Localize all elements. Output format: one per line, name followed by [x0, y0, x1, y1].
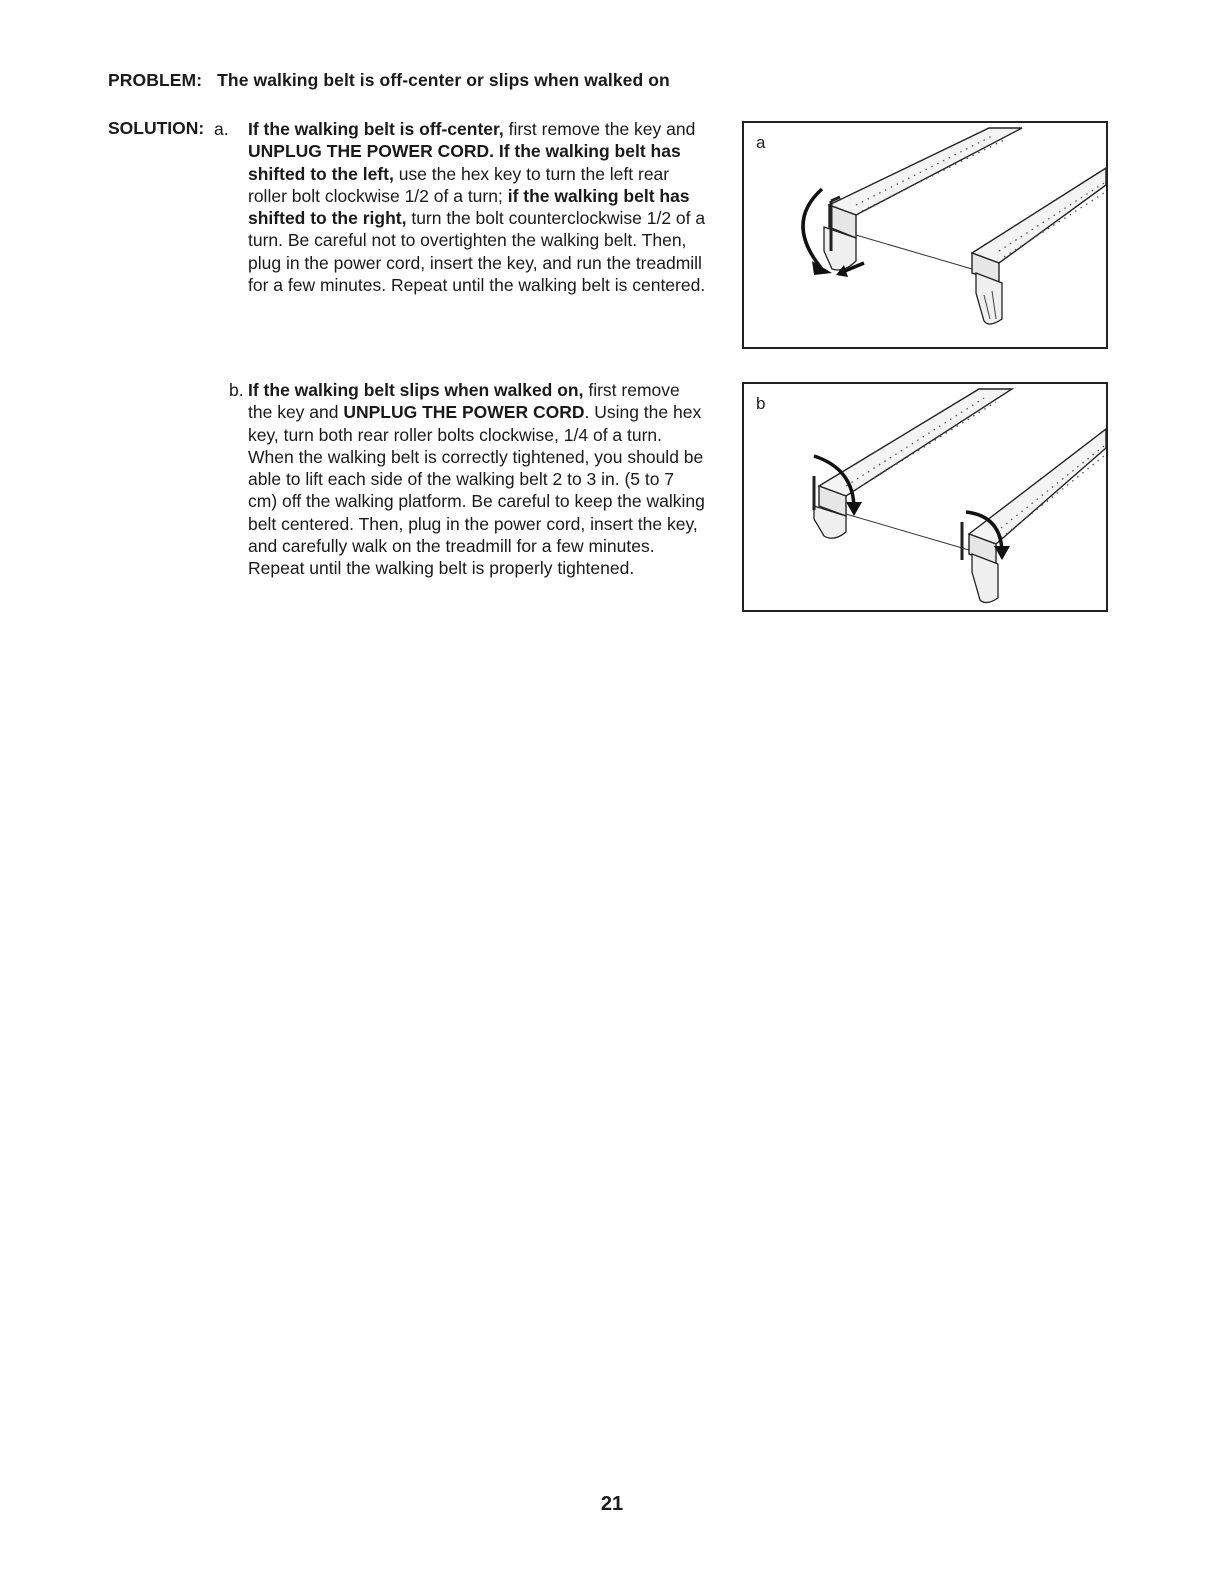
item-a-seg-2: UNPLUG THE POWER CORD. If the walking belt has shifted to the left,	[248, 141, 681, 184]
item-a-seg-1: first remove the key and	[503, 119, 696, 139]
item-b-seg-0: If the walking belt slips when walked on,	[248, 380, 584, 400]
item-letter-b: b.	[229, 380, 244, 400]
item-a-seg-5: turn the bolt counterclockwise 1/2 of a turn. Be careful not to overtighten the walking belt. Then, plug in the power cord, insert the key, and run the treadmill for a few minutes. Repeat until the walking belt is centered.	[248, 208, 706, 296]
figure-b-label: b	[756, 394, 766, 413]
figure-a	[742, 121, 1108, 349]
figure-a-label: a	[756, 133, 766, 152]
item-letter-a: a.	[214, 119, 229, 139]
treadmill-roller-illustration-b	[744, 384, 1106, 610]
item-a-seg-4: if the walking belt has shifted to the right,	[248, 185, 690, 229]
solution-item-a	[248, 118, 708, 296]
item-b-seg-2: UNPLUG THE POWER CORD	[343, 402, 585, 423]
item-b-seg-1: first remove the key and	[248, 380, 680, 423]
page-number: 21	[600, 1493, 624, 1515]
item-a-seg-3: use the hex key to turn the left rear roller bolt clockwise 1/2 of a turn;	[248, 163, 670, 206]
figure-b	[742, 382, 1108, 612]
problem-text: The walking belt is off-center or slips when walked on	[217, 70, 670, 90]
problem-label: PROBLEM:	[108, 70, 203, 90]
item-b-seg-3: . Using the hex key, turn both rear roller bolts clockwise, 1/4 of a turn. When the walking belt is correctly tightened, you should be able to lift each side of the walking belt 2 to 3 in. (5 to 7 cm) off the walking platform. Be careful to keep the walking belt centered. Then, plug in the power cord, insert the key, and carefully walk on the treadmill for a few minutes. Repeat until the walking belt is properly tightened.	[248, 402, 705, 579]
solution-label: SOLUTION:	[108, 118, 205, 138]
solution-item-b	[248, 379, 708, 580]
treadmill-roller-illustration-a	[744, 123, 1106, 347]
item-a-seg-0: If the walking belt is off-center,	[248, 119, 504, 139]
problem-heading	[108, 70, 670, 91]
